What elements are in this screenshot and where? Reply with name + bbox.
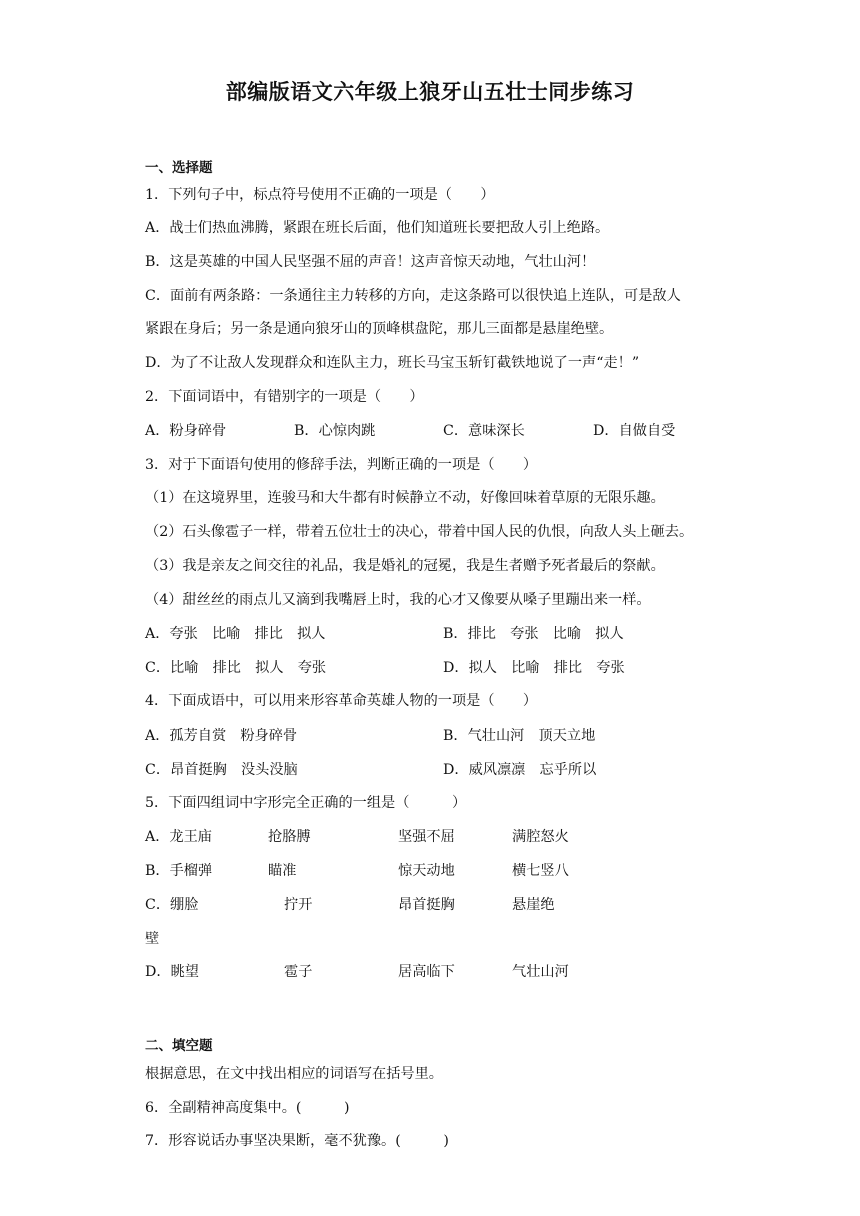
question-2-option-d: D．自做自受 (593, 423, 676, 439)
question-2-stem: 2．下面词语中，有错别字的一项是（ ） (145, 389, 424, 405)
question-2-option-a: A．粉身碎骨 (145, 423, 227, 439)
question-3-stem: 3．对于下面语句使用的修辞手法，判断正确的一项是（ ） (145, 457, 538, 473)
question-1-option-a: A．战士们热血沸腾，紧跟在班长后面，他们知道班长要把敌人引上绝路。 (145, 220, 610, 236)
question-5-row-a-word4: 满腔怒火 (512, 829, 569, 845)
question-4-option-d: D．威风凛凛 忘乎所以 (443, 762, 597, 778)
question-7: 7．形容说话办事坚决果断，毫不犹豫。( ) (145, 1133, 449, 1149)
question-6: 6．全副精神高度集中。( ) (145, 1100, 350, 1116)
question-5-stem: 5．下面四组词中字形完全正确的一组是（ ） (145, 795, 467, 811)
question-5-row-c-label: C．绷脸 (145, 897, 199, 913)
section-heading-choice: 一、选择题 (145, 160, 213, 176)
question-4-option-c: C．昂首挺胸 没头没脑 (145, 762, 298, 778)
question-1-option-d: D．为了不让敌人发现群众和连队主力，班长马宝玉斩钉截铁地说了一声“走！” (145, 355, 640, 371)
question-5-row-c-wrap: 壁 (145, 931, 160, 947)
question-3-option-b: B．排比 夸张 比喻 拟人 (443, 626, 624, 642)
question-1-stem: 1．下列句子中，标点符号使用不正确的一项是（ ） (145, 187, 495, 203)
question-2-option-c: C．意味深长 (443, 423, 525, 439)
question-1-option-b: B．这是英雄的中国人民坚强不屈的声音！这声音惊天动地，气壮山河！ (145, 254, 596, 270)
question-4-stem: 4．下面成语中，可以用来形容革命英雄人物的一项是（ ） (145, 693, 538, 709)
question-1-option-c-line1: C．面前有两条路：一条通往主力转移的方向，走这条路可以很快追上连队，可是敌人 (145, 288, 681, 304)
question-1-option-c-line2: 紧跟在身后；另一条是通向狼牙山的顶峰棋盘陀，那儿三面都是悬崖绝壁。 (145, 321, 614, 337)
question-5-row-b-word2: 瞄准 (268, 863, 297, 879)
question-5-row-d-word2: 雹子 (284, 964, 313, 980)
question-3-option-c: C．比喻 排比 拟人 夸张 (145, 660, 327, 676)
question-5-row-b-word4: 横七竖八 (512, 863, 569, 879)
question-5-row-a-word2: 抢胳膊 (268, 829, 311, 845)
question-5-row-d-label: D．眺望 (145, 964, 199, 980)
question-3-sentence-2: （2）石头像雹子一样，带着五位壮士的决心，带着中国人民的仇恨，向敌人头上砸去。 (145, 524, 694, 540)
question-5-row-c-word4: 悬崖绝 (512, 897, 555, 913)
question-3-sentence-3: （3）我是亲友之间交往的礼品，我是婚礼的冠冕，我是生者赠予死者最后的祭献。 (145, 558, 665, 574)
question-4-option-b: B．气壮山河 顶天立地 (443, 728, 596, 744)
question-3-sentence-4: （4）甜丝丝的雨点儿又滴到我嘴唇上时，我的心才又像要从嗓子里蹦出来一样。 (145, 592, 651, 608)
question-5-row-c-word2: 拧开 (284, 897, 313, 913)
question-5-row-d-word4: 气壮山河 (512, 964, 569, 980)
question-2-option-b: B．心惊肉跳 (294, 423, 376, 439)
question-4-option-a: A．孤芳自赏 粉身碎骨 (145, 728, 298, 744)
question-3-option-d: D．拟人 比喻 排比 夸张 (443, 660, 625, 676)
question-5-row-c-word3: 昂首挺胸 (398, 897, 455, 913)
fill-instruction: 根据意思，在文中找出相应的词语写在括号里。 (145, 1066, 443, 1082)
question-5-row-a-label: A．龙王庙 (145, 829, 212, 845)
page-title: 部编版语文六年级上狼牙山五壮士同步练习 (225, 80, 635, 104)
question-5-row-a-word3: 坚强不屈 (398, 829, 455, 845)
question-5-row-b-label: B．手榴弹 (145, 863, 213, 879)
section-heading-fill: 二、填空题 (145, 1038, 213, 1054)
question-5-row-b-word3: 惊天动地 (398, 863, 455, 879)
question-5-row-d-word3: 居高临下 (398, 964, 455, 980)
question-3-sentence-1: （1）在这境界里，连骏马和大牛都有时候静立不动，好像回味着草原的无限乐趣。 (145, 490, 665, 506)
question-3-option-a: A．夸张 比喻 排比 拟人 (145, 626, 326, 642)
